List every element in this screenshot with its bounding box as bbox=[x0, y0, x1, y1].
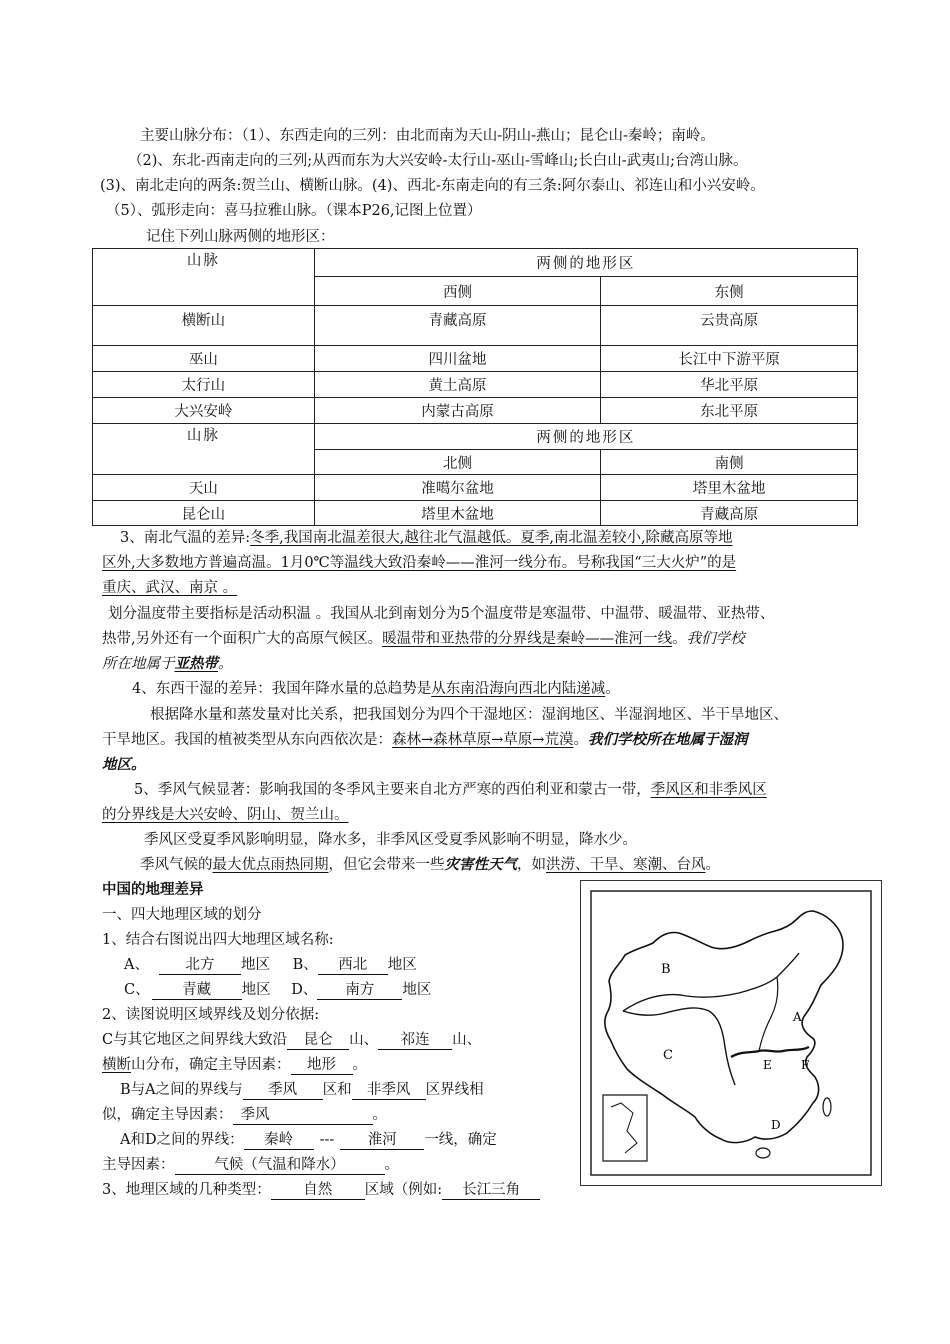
c-factor-line: 横断山分布，确定主导因素： 地形 。 bbox=[102, 1057, 367, 1073]
table-cell: 东北平原 bbox=[601, 398, 858, 424]
table-cell: 云贵高原 bbox=[601, 306, 858, 346]
monsoon-line-2: 的分界线是大兴安岭、阴山、贺兰山。 bbox=[102, 807, 349, 823]
map-frame bbox=[591, 891, 871, 1175]
subsection-title: 一、四大地理区域的划分 bbox=[102, 907, 262, 923]
temp-line-2: 区外,大多数地方普遍高温。1月0℃等温线大致沿秦岭——淮河一线分布。号称我国“三大火炉”的是 bbox=[102, 555, 737, 571]
monsoon-line-3: 季风区受夏季风影响明显，降水多，非季风区受夏季风影响不明显，降水少。 bbox=[144, 832, 637, 848]
header-south: 南侧 bbox=[601, 450, 858, 475]
boundary-tibet bbox=[623, 1008, 735, 1085]
precip-trend: 从东南沿海向西北内陆递减 bbox=[431, 681, 606, 697]
boundary-north-northwest bbox=[623, 953, 799, 1011]
b-boundary-line: B与A之间的界线与 季风 区和 非季风 区界线相 bbox=[120, 1082, 484, 1098]
map-label-f: F bbox=[801, 1058, 810, 1072]
map-svg bbox=[581, 881, 881, 1185]
temp-line-1: 3、南北气温的差异:冬季,我国南北温差很大,越往北气温越低。夏季,南北温差较小,除藏高原等地 bbox=[120, 530, 733, 546]
answer-d: 南方 bbox=[317, 981, 402, 1000]
header-regions-2: 两侧的地形区 bbox=[314, 424, 857, 450]
question-2: 2、读图说明区域界线及划分依据: bbox=[102, 1007, 320, 1023]
question-1: 1、结合右图说出四大地理区域名称: bbox=[102, 932, 334, 948]
table-cell: 横断山 bbox=[93, 306, 315, 346]
section-title: 中国的地理差异 bbox=[102, 881, 204, 898]
map-label-c: C bbox=[663, 1048, 673, 1063]
table-cell: 昆仑山 bbox=[93, 501, 315, 526]
temp-key-text: 冬季,我国南北温差很大,越往北气温越低。夏季,南北温差较小,除藏高原等地 bbox=[250, 530, 733, 546]
c-boundary-line: C与其它地区之间界线大致沿 昆仑 山、 祁连 山、 bbox=[102, 1032, 482, 1048]
map-label-d: D bbox=[771, 1118, 781, 1132]
ad-boundary-line: A和D之间的界线： 秦岭 --- 淮河 一线，确定 bbox=[120, 1132, 497, 1148]
inset-coast bbox=[611, 1103, 637, 1153]
zone-line-2: 热带,另外还有一个面积广大的高原气候区。暖温带和亚热带的分界线是秦岭——淮河一线。我们学校 bbox=[102, 631, 745, 647]
answer-b: 西北 bbox=[318, 956, 388, 975]
table-cell: 大兴安岭 bbox=[93, 398, 315, 424]
mountains-line-2: （2)、东北-西南走向的三列;从西而东为大兴安岭-太行山-巫山-雪峰山;长白山-武夷山;台湾山脉。 bbox=[128, 153, 748, 169]
map-label-a: A bbox=[793, 1010, 802, 1024]
mountains-line-3: (3)、南北走向的两条:贺兰山、横断山脉。(4)、西北-东南走向的有三条:阿尔泰山、祁连山和小兴安岭。 bbox=[100, 178, 765, 194]
header-north: 北侧 bbox=[314, 450, 601, 475]
zone-line-1: 划分温度带主要指标是活动积温 。我国从北到南划分为5个温度带是寒温带、中温带、暖温带、亚热带、 bbox=[108, 606, 775, 622]
table-cell: 巫山 bbox=[93, 346, 315, 372]
table-cell: 长江中下游平原 bbox=[601, 346, 858, 372]
ad-factor-line: 主导因素： 气候（气温和降水） 。 bbox=[102, 1157, 399, 1173]
answer-line-ab: A、 北方 地区 B、 西北 地区 bbox=[124, 957, 417, 973]
table-cell: 华北平原 bbox=[601, 372, 858, 398]
monsoon-line-1: 5、季风气候显著：影响我国的冬季风主要来自北方严寒的西伯利亚和蒙古一带，季风区和非季风区 bbox=[134, 782, 767, 798]
table-cell: 准噶尔盆地 bbox=[314, 475, 601, 501]
map-label-b: B bbox=[661, 962, 671, 977]
terrain-table bbox=[92, 248, 858, 526]
table-cell: 黄土高原 bbox=[314, 372, 601, 398]
b-factor-line: 似，确定主导因素： 季风 。 bbox=[102, 1107, 387, 1123]
table-cell: 天山 bbox=[93, 475, 315, 501]
boundary-qinling-huaihe bbox=[731, 1047, 809, 1057]
temp-line-3: 重庆、武汉、南京 。 bbox=[102, 580, 238, 596]
answer-line-cd: C、 青藏 地区 D、 南方 地区 bbox=[124, 982, 432, 998]
zone-boundary: 暖温带和亚热带的分界线是秦岭——淮河一线 bbox=[382, 631, 673, 647]
table-cell: 塔里木盆地 bbox=[601, 475, 858, 501]
taiwan-island bbox=[823, 1098, 831, 1116]
school-zone: 亚热带 bbox=[174, 655, 218, 672]
zone-line-3: 所在地属于亚热带。 bbox=[102, 655, 233, 672]
table-cell: 青藏高原 bbox=[314, 306, 601, 346]
table-cell: 青藏高原 bbox=[601, 501, 858, 526]
header-mountain: 山脉 bbox=[93, 249, 315, 306]
header-west: 西侧 bbox=[314, 277, 601, 306]
mountains-line-4: （5）、弧形走向：喜马拉雅山脉。（课本P26,记图上位置） bbox=[106, 203, 482, 219]
question-3: 3、地理区域的几种类型： 自然 区域（例如: 长江三角 bbox=[102, 1180, 540, 1200]
mountains-line-1: 主要山脉分布：（1）、东西走向的三列：由北而南为天山-阴山-燕山；昆仑山-秦岭；南岭。 bbox=[140, 128, 715, 144]
hainan-island bbox=[756, 1148, 770, 1158]
map-label-e: E bbox=[763, 1058, 772, 1072]
table-cell: 内蒙古高原 bbox=[314, 398, 601, 424]
dry-line-4: 地区。 bbox=[102, 756, 146, 773]
south-sea-inset bbox=[603, 1095, 647, 1161]
table-cell: 塔里木盆地 bbox=[314, 501, 601, 526]
dry-line-2: 根据降水量和蒸发量对比关系，把我国划分为四个干湿地区：湿润地区、半湿润地区、半干旱地区、 bbox=[150, 707, 788, 723]
header-regions: 两侧的地形区 bbox=[314, 249, 857, 277]
monsoon-line-4: 季风气候的最大优点雨热同期，但它会带来一些灾害性天气，如洪涝、干旱、寒潮、台风。 bbox=[140, 856, 720, 873]
dry-line-3: 干旱地区。我国的植被类型从东向西依次是：森林→森林草原→草原→荒漠。我们学校所在地属于湿润 bbox=[102, 731, 748, 748]
table-cell: 太行山 bbox=[93, 372, 315, 398]
boundary-east bbox=[759, 977, 778, 1051]
answer-a: 北方 bbox=[159, 956, 241, 975]
header-mountain-2: 山脉 bbox=[93, 424, 315, 475]
mountains-line-5: 记住下列山脉两侧的地形区： bbox=[146, 229, 335, 245]
china-outline bbox=[605, 911, 843, 1143]
header-east: 东侧 bbox=[601, 277, 858, 306]
table-cell: 四川盆地 bbox=[314, 346, 601, 372]
answer-c: 青藏 bbox=[152, 981, 242, 1000]
dry-line-1: 4、东西干湿的差异：我国年降水量的总趋势是从东南沿海向西北内陆递减。 bbox=[132, 681, 620, 697]
china-regions-map bbox=[580, 880, 882, 1186]
vegetation-sequence: 森林→森林草原→草原→荒漠 bbox=[392, 732, 574, 748]
